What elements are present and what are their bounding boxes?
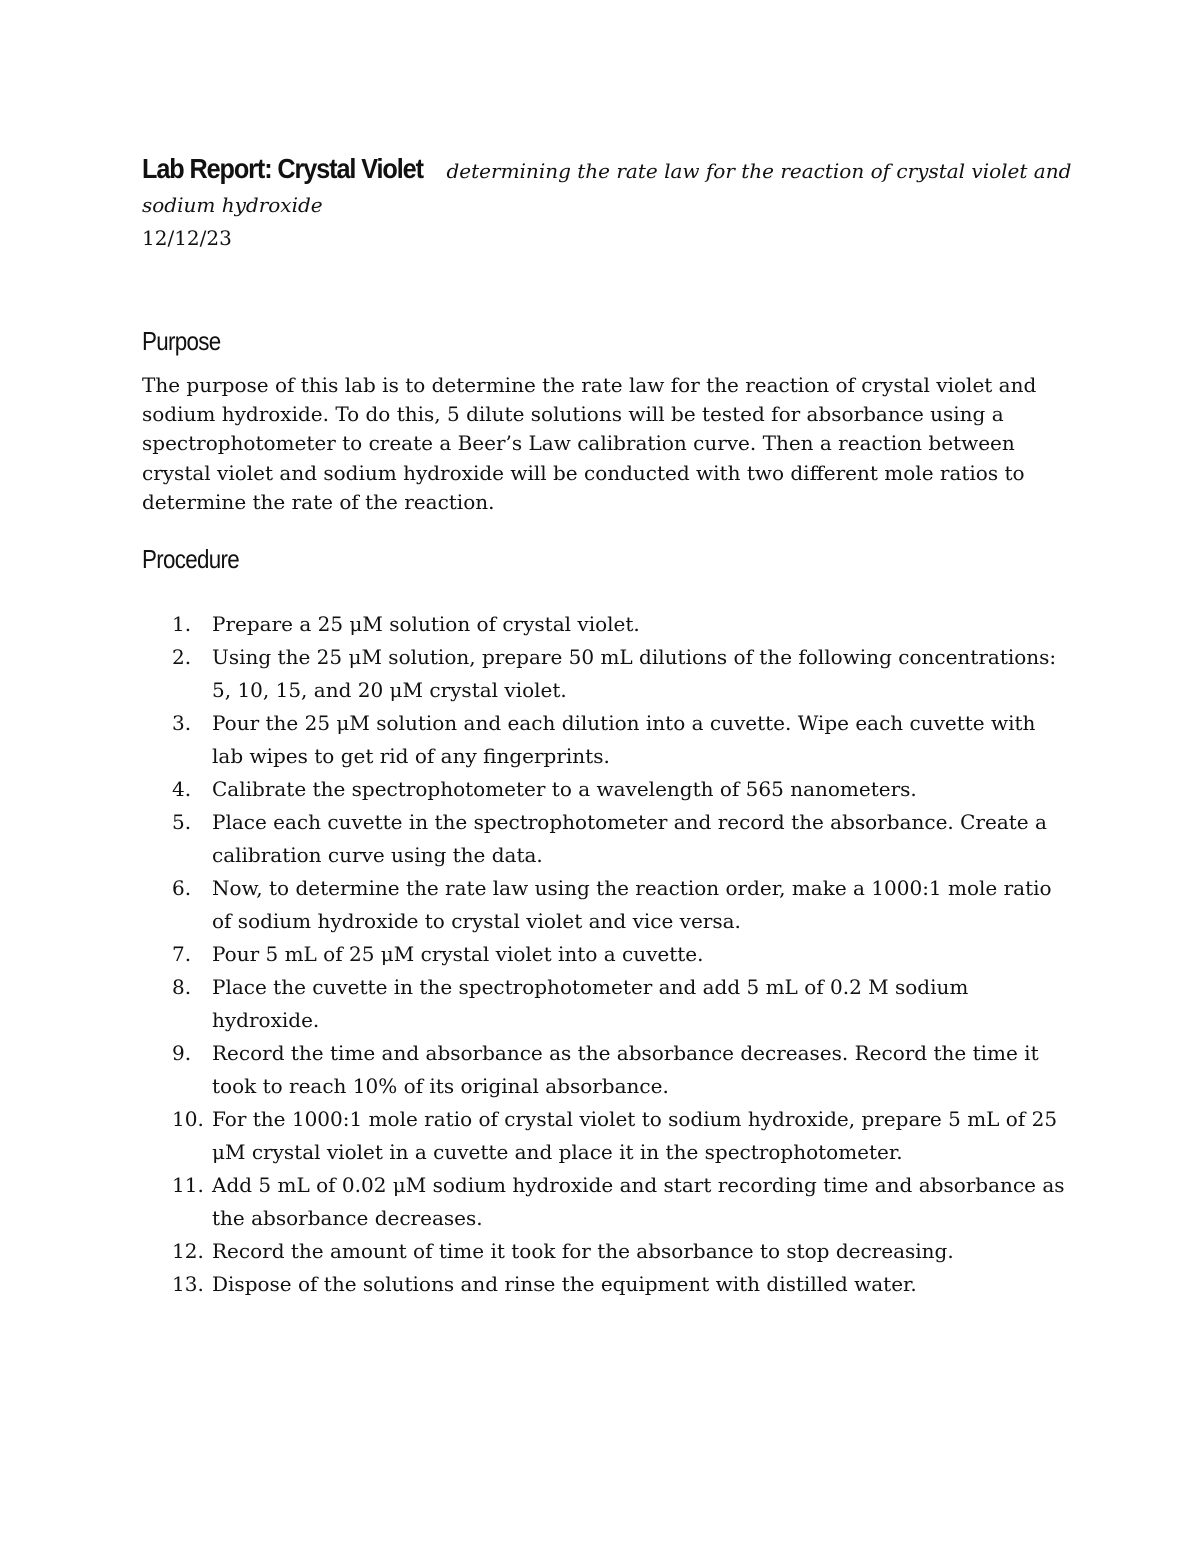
document-header bbox=[142, 152, 1072, 254]
step-number: 12. bbox=[172, 1239, 204, 1263]
procedure-step bbox=[172, 641, 1072, 707]
purpose-heading: Purpose bbox=[142, 326, 221, 356]
purpose-paragraph: The purpose of this lab is to determine the rate law for the reaction of crystal violet and sodium hydroxide. To do this, 5 dilute solutions will be tested for absorbance using a spectrophotometer to create a Beer’s Law calibration curve. Then a reaction between crystal violet and sodium hydroxide will be conducted with two different mole ratios to determine the rate of the reaction. bbox=[142, 373, 1037, 514]
procedure-step bbox=[172, 1169, 1072, 1235]
step-text: Now, to determine the rate law using the reaction order, make a 1000:1 mole ratio of sodium hydroxide to crystal violet and vice versa. bbox=[212, 876, 1052, 933]
procedure-step bbox=[172, 806, 1072, 872]
step-text: Calibrate the spectrophotometer to a wavelength of 565 nanometers. bbox=[212, 777, 917, 801]
procedure-step bbox=[172, 707, 1072, 773]
document-date: 12/12/23 bbox=[142, 226, 232, 250]
procedure-step bbox=[172, 1235, 1072, 1268]
step-number: 5. bbox=[172, 810, 192, 834]
step-number: 10. bbox=[172, 1107, 204, 1131]
step-number: 8. bbox=[172, 975, 192, 999]
step-number: 9. bbox=[172, 1041, 192, 1065]
step-text: Add 5 mL of 0.02 μM sodium hydroxide and start recording time and absorbance as the absorbance decreases. bbox=[212, 1173, 1065, 1230]
procedure-step bbox=[172, 971, 1072, 1037]
procedure-step bbox=[172, 938, 1072, 971]
step-text: Prepare a 25 μM solution of crystal violet. bbox=[212, 612, 640, 636]
step-number: 11. bbox=[172, 1173, 204, 1197]
step-text: Record the time and absorbance as the absorbance decreases. Record the time it took to reach 10% of its original absorbance. bbox=[212, 1041, 1039, 1098]
procedure-step bbox=[172, 773, 1072, 806]
step-number: 13. bbox=[172, 1272, 204, 1296]
step-text: Using the 25 μM solution, prepare 50 mL dilutions of the following concentrations: 5, 10, 15, and 20 μM crystal violet. bbox=[212, 645, 1057, 702]
document-title: Lab Report: Crystal Violet bbox=[142, 153, 423, 184]
procedure-step bbox=[172, 872, 1072, 938]
document-subtitle: determining the rate law for the reaction of crystal violet and sodium hydroxide bbox=[142, 159, 1072, 217]
procedure-step bbox=[172, 1037, 1072, 1103]
procedure-step bbox=[172, 1103, 1072, 1169]
step-number: 2. bbox=[172, 645, 192, 669]
procedure-list bbox=[172, 608, 1072, 1301]
step-text: Place each cuvette in the spectrophotometer and record the absorbance. Create a calibration curve using the data. bbox=[212, 810, 1047, 867]
procedure-step bbox=[172, 1268, 1072, 1301]
step-number: 7. bbox=[172, 942, 192, 966]
procedure-heading: Procedure bbox=[142, 544, 239, 574]
step-number: 3. bbox=[172, 711, 192, 735]
step-text: Dispose of the solutions and rinse the equipment with distilled water. bbox=[212, 1272, 917, 1296]
step-text: Pour 5 mL of 25 μM crystal violet into a cuvette. bbox=[212, 942, 704, 966]
step-number: 4. bbox=[172, 777, 192, 801]
step-text: For the 1000:1 mole ratio of crystal violet to sodium hydroxide, prepare 5 mL of 25 μM crystal violet in a cuvette and place it in the spectrophotometer. bbox=[212, 1107, 1058, 1164]
title-line bbox=[142, 152, 1072, 222]
step-text: Record the amount of time it took for the absorbance to stop decreasing. bbox=[212, 1239, 954, 1263]
procedure-step bbox=[172, 608, 1072, 641]
step-text: Place the cuvette in the spectrophotometer and add 5 mL of 0.2 M sodium hydroxide. bbox=[212, 975, 969, 1032]
step-text: Pour the 25 μM solution and each dilution into a cuvette. Wipe each cuvette with lab wipes to get rid of any fingerprints. bbox=[212, 711, 1036, 768]
step-number: 1. bbox=[172, 612, 192, 636]
step-number: 6. bbox=[172, 876, 192, 900]
